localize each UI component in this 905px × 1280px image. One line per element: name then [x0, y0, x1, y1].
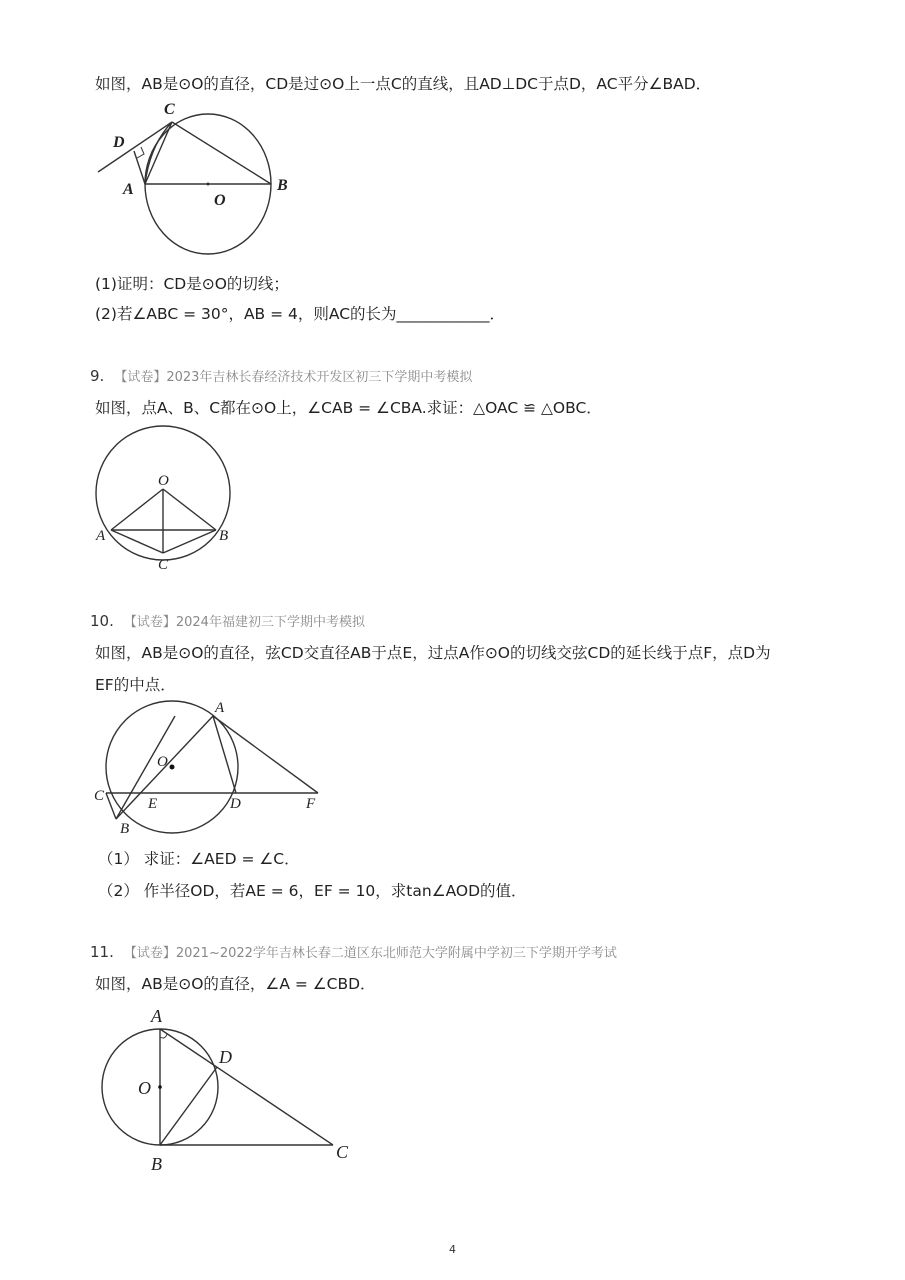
q10-label-d: D [230, 796, 241, 812]
page-number: 4 [449, 1243, 456, 1256]
q10-part2: （2） 作半径OD，若AE = 6，EF = 10，求tan∠AOD的值． [98, 882, 527, 900]
q9-label-c: C [158, 557, 169, 573]
q10-label-f: F [306, 796, 316, 812]
q11-stem: 如图，AB是⊙O的直径，∠A = ∠CBD． [95, 975, 376, 993]
q10-label-e: E [148, 796, 158, 812]
q10-part1: （1） 求证：∠AED = ∠C． [98, 850, 300, 868]
q8-part1: (1)证明：CD是⊙O的切线； [95, 275, 289, 293]
q8-label-c: C [164, 101, 175, 118]
q8-stem: 如图，AB是⊙O的直径，CD是过⊙O上一点C的直线，且AD⊥DC于点D，AC平分∠BAD． [95, 75, 712, 93]
q10-label-o: O [157, 754, 168, 770]
q11-label-a: A [151, 1006, 162, 1026]
q11-number: 11. [90, 943, 114, 961]
q9-source: 【试卷】2023年吉林长春经济技术开发区初三下学期中考模拟 [114, 370, 473, 385]
q9-label-a: A [96, 528, 106, 544]
q8-label-b: B [277, 177, 288, 194]
q10-stem-line1: 如图，AB是⊙O的直径，弦CD交直径AB于点E，过点A作⊙O的切线交弦CD的延长线于点F，点D为 [95, 644, 771, 662]
q10-label-b: B [120, 821, 130, 837]
q8-label-o: O [214, 192, 226, 209]
q10-source: 【试卷】2024年福建初三下学期中考模拟 [123, 615, 365, 630]
q10-label-a: A [215, 700, 225, 716]
q8-label-d: D [113, 134, 125, 151]
q10-label-c: C [94, 788, 105, 804]
q11-label-d: D [219, 1047, 232, 1067]
q10-stem-line2: EF的中点． [95, 676, 176, 694]
q9-number: 9. [90, 367, 105, 385]
q8-part2: (2)若∠ABC = 30°，AB = 4，则AC的长为____________． [95, 305, 506, 323]
q9-label-b: B [219, 528, 229, 544]
q9-stem: 如图，点A、B、C都在⊙O上，∠CAB = ∠CBA.求证：△OAC ≌ △OBC． [95, 399, 602, 417]
q9-label-o: O [158, 473, 169, 489]
q11-label-c: C [336, 1142, 349, 1162]
q8-label-a: A [123, 181, 134, 198]
q10-number: 10. [90, 612, 114, 630]
q11-label-b: B [151, 1154, 162, 1174]
q11-label-o: O [138, 1078, 151, 1098]
q11-source: 【试卷】2021~2022学年吉林长春二道区东北师范大学附属中学初三下学期开学考试 [123, 946, 617, 961]
